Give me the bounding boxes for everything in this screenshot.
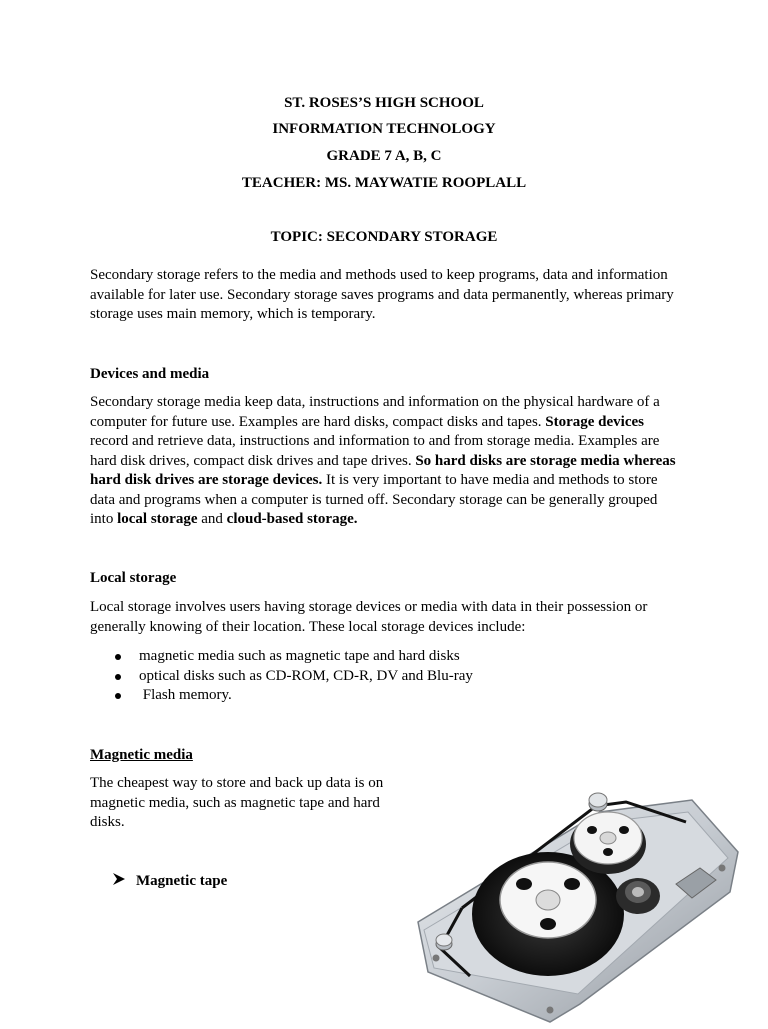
devices-heading: Devices and media	[90, 366, 210, 382]
devices-text-4: and	[197, 511, 227, 527]
devices-bold-media-vs-devices: So hard disks are storage media whereas hard disk drives are storage devices.	[90, 452, 676, 488]
magnetic-tape-label: Magnetic tape	[136, 873, 228, 889]
bullet-dot-icon	[115, 674, 121, 680]
magnetic-tape-heading	[112, 872, 227, 890]
school-name: ST. ROSES’S HIGH SCHOOL	[284, 95, 484, 111]
magnetic-tape-cassette-photo	[400, 772, 746, 1024]
local-storage-paragraph: Local storage involves users having storage devices or media with data in their possession or generally knowing of their location. These local storage devices include:	[90, 599, 648, 635]
list-item-text: optical disks such as CD-ROM, CD-R, DV and Blu-ray	[139, 667, 473, 684]
list-item-text: magnetic media such as magnetic tape and hard disks	[139, 648, 460, 664]
bullet-dot-icon	[115, 654, 121, 660]
grade-line: GRADE 7 A, B, C	[326, 148, 442, 164]
list-item	[112, 667, 672, 687]
devices-bold-cloud-storage: cloud-based storage.	[226, 511, 358, 527]
local-storage-list	[112, 647, 672, 706]
devices-bold-storage-devices: Storage devices	[545, 413, 645, 430]
magnetic-media-heading: Magnetic media	[90, 747, 193, 763]
list-item	[112, 686, 672, 706]
intro-paragraph: Secondary storage refers to the media and methods used to keep programs, data and information available for later use. Secondary storage saves programs and data permanently, whereas primary storage uses main memory, which is temporary.	[90, 267, 674, 322]
local-storage-heading: Local storage	[90, 570, 177, 586]
teacher-line: TEACHER: MS. MAYWATIE ROOPLALL	[241, 175, 527, 191]
magnetic-media-paragraph: The cheapest way to store and back up data is on magnetic media, such as magnetic tape and hard disks.	[90, 775, 384, 830]
subject-title: INFORMATION TECHNOLOGY	[272, 121, 496, 137]
topic-title: TOPIC: SECONDARY STORAGE	[270, 229, 498, 245]
devices-bold-local-storage: local storage	[117, 511, 198, 527]
list-item	[112, 647, 672, 667]
bullet-dot-icon	[115, 693, 121, 699]
list-item-text: Flash memory.	[139, 687, 232, 704]
devices-text-2: record and retrieve data, instructions and information to and from storage media. Examples are hard disk drives, compact disk drives and tape drives.	[90, 433, 660, 469]
devices-text-1: Secondary storage media keep data, instructions and information on the physical hardware of a computer for future use. Examples are hard disks, compact disks and tapes.	[90, 394, 660, 430]
arrowhead-bullet-icon	[112, 872, 136, 890]
devices-text-3: It is very important to have media and methods to store data and programs when a computer is turned off. Secondary storage can be generally grouped into	[90, 472, 658, 527]
devices-paragraph	[90, 393, 684, 530]
